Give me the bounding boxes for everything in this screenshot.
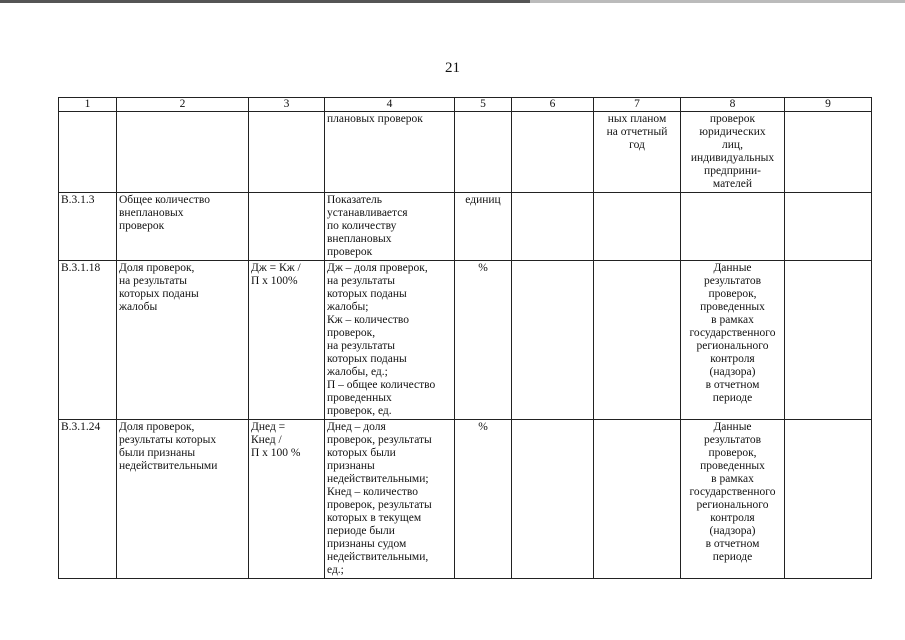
table-row: [59, 193, 872, 261]
formula-cell: Днед = Кнед / П х 100 %: [249, 420, 325, 579]
formula-cell: [249, 193, 325, 261]
indicators-table: [58, 97, 872, 579]
column-6-cell: [512, 112, 594, 193]
method-cell: Дж – доля проверок, на результаты которых поданы жалобы; Кж – количество проверок, на результаты которых поданы жалобы, ед.; П – общее количество проведенных проверок, ед.: [325, 261, 455, 420]
source-cell: Данные результатов проверок, проведенных в рамках государственного регионального контроля (надзора) в отчетном периоде: [681, 420, 785, 579]
formula-cell: [249, 112, 325, 193]
source-cell: проверок юридических лиц, индивидуальных предприни- мателей: [681, 112, 785, 193]
unit-cell: единиц: [455, 193, 512, 261]
column-6-cell: [512, 261, 594, 420]
column-header-9: 9: [785, 98, 872, 112]
column-7-cell: [594, 420, 681, 579]
indicator-name-cell: Общее количество внеплановых проверок: [117, 193, 249, 261]
column-9-cell: [785, 420, 872, 579]
indicator-name-cell: [117, 112, 249, 193]
indicator-name-cell: Доля проверок, результаты которых были признаны недействительными: [117, 420, 249, 579]
scan-top-edge: [0, 0, 905, 3]
column-header-8: 8: [681, 98, 785, 112]
page-number: 21: [445, 60, 460, 76]
row-code-cell: В.3.1.3: [59, 193, 117, 261]
method-cell: Показатель устанавливается по количеству внеплановых проверок: [325, 193, 455, 261]
column-7-cell: [594, 261, 681, 420]
source-cell: Данные результатов проверок, проведенных в рамках государственного регионального контроля (надзора) в отчетном периоде: [681, 261, 785, 420]
unit-cell: [455, 112, 512, 193]
column-header-3: 3: [249, 98, 325, 112]
table-header-row: [59, 98, 872, 112]
method-cell: плановых проверок: [325, 112, 455, 193]
column-header-7: 7: [594, 98, 681, 112]
table-row: [59, 261, 872, 420]
row-code-cell: В.3.1.18: [59, 261, 117, 420]
column-header-2: 2: [117, 98, 249, 112]
row-code-cell: [59, 112, 117, 193]
table-row: [59, 420, 872, 579]
column-6-cell: [512, 193, 594, 261]
unit-cell: %: [455, 420, 512, 579]
column-header-1: 1: [59, 98, 117, 112]
method-cell: Днед – доля проверок, результаты которых были признаны недействительными; Кнед – количество проверок, результаты которых в текущем периоде были признаны судом недействительными, ед.;: [325, 420, 455, 579]
column-7-cell: [594, 193, 681, 261]
indicator-name-cell: Доля проверок, на результаты которых поданы жалобы: [117, 261, 249, 420]
column-9-cell: [785, 193, 872, 261]
column-9-cell: [785, 261, 872, 420]
unit-cell: %: [455, 261, 512, 420]
column-header-4: 4: [325, 98, 455, 112]
column-header-5: 5: [455, 98, 512, 112]
column-7-cell: ных планом на отчетный год: [594, 112, 681, 193]
column-header-6: 6: [512, 98, 594, 112]
row-code-cell: В.3.1.24: [59, 420, 117, 579]
table-row: [59, 112, 872, 193]
column-9-cell: [785, 112, 872, 193]
column-6-cell: [512, 420, 594, 579]
formula-cell: Дж = Кж / П х 100%: [249, 261, 325, 420]
source-cell: [681, 193, 785, 261]
